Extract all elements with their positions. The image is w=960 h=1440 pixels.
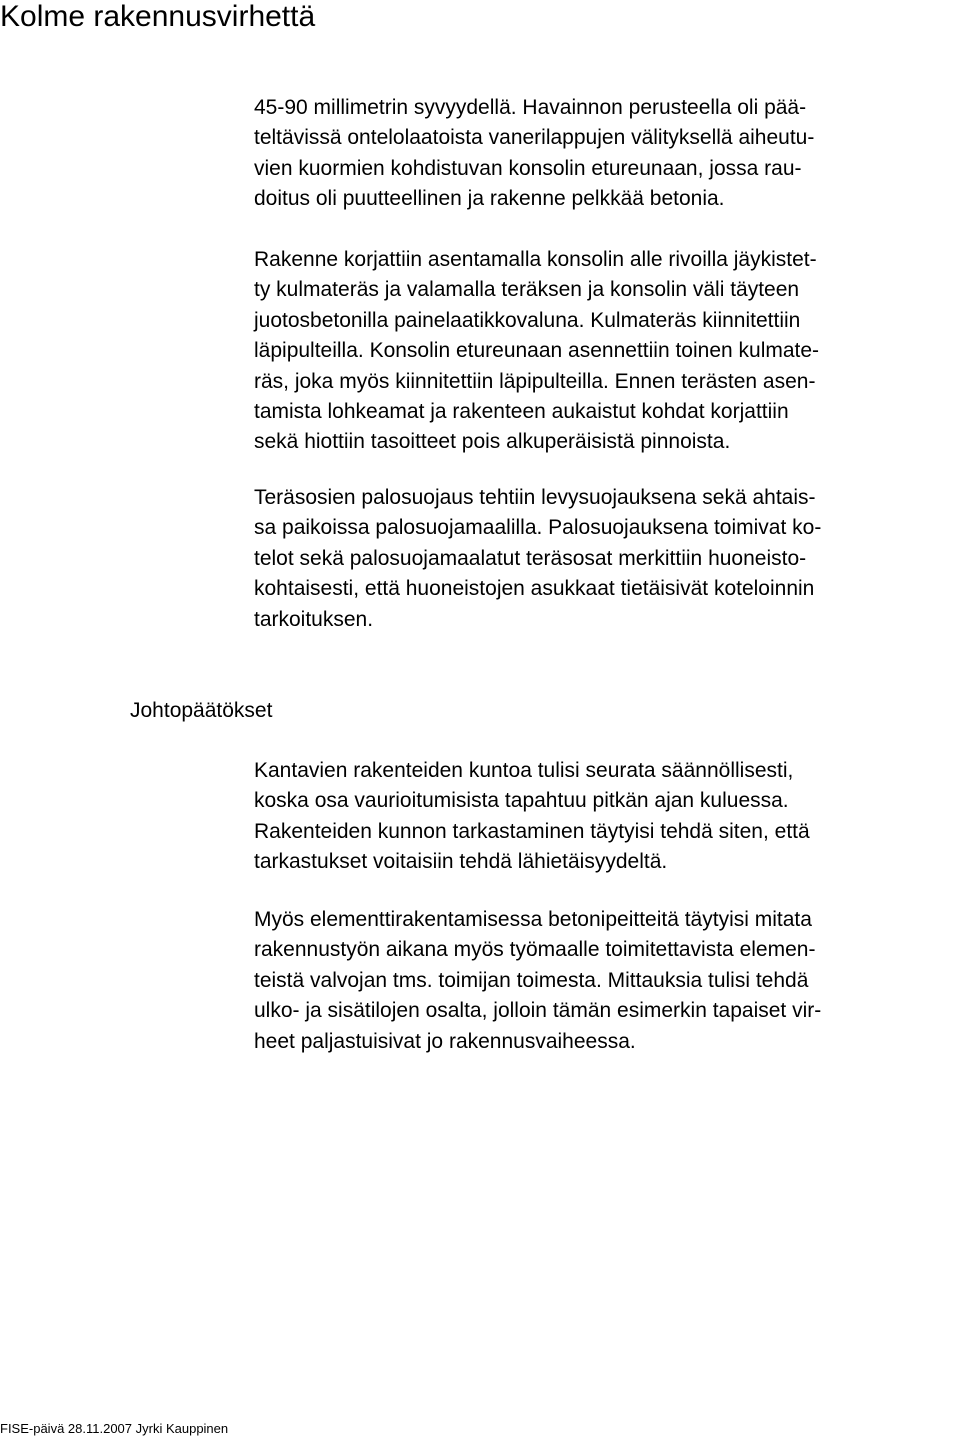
text-line: doitus oli puutteellinen ja rakenne pelkkää betonia.: [254, 187, 725, 211]
text-line: teistä valvojan tms. toimijan toimesta. Mittauksia tulisi tehdä: [254, 968, 809, 992]
text-line: tarkoituksen.: [254, 607, 374, 631]
text-line: teltävissä ontelolaatoista vanerilappujen välityksellä aiheutu-: [254, 126, 815, 150]
text-line: juotosbetonilla painelaatikkovaluna. Kulmateräs kiinnitettiin: [254, 308, 801, 332]
paragraph-conclusion-measurement: [254, 905, 821, 1057]
paragraph-conclusion-monitoring: [254, 756, 810, 878]
text-line: kohtaisesti, että huoneistojen asukkaat tietäisivät koteloinnin: [254, 577, 815, 601]
conclusions-heading: Johtopäätökset: [130, 699, 273, 722]
paragraph-repair: [254, 245, 819, 458]
text-line: sa paikoissa palosuojamaalilla. Palosuojauksena toimivat ko-: [254, 516, 822, 540]
text-line: telot sekä palosuojamaalatut teräsosat merkittiin huoneisto-: [254, 546, 807, 570]
text-line: läpipulteilla. Konsolin etureunaan asennettiin toinen kulmate-: [254, 339, 820, 363]
text-line: räs, joka myös kiinnitettiin läpipulteilla. Ennen terästen asen-: [254, 369, 816, 393]
text-line: tamista lohkeamat ja rakenteen aukaistut kohdat korjattiin: [254, 400, 789, 424]
text-line: heet paljastuisivat jo rakennusvaiheessa.: [254, 1029, 636, 1053]
text-line: Kantavien rakenteiden kuntoa tulisi seurata säännöllisesti,: [254, 759, 794, 782]
text-line: Teräsosien palosuojaus tehtiin levysuojauksena sekä ahtais-: [254, 486, 816, 509]
text-line: rakennustyön aikana myös työmaalle toimitettavista elemen-: [254, 938, 816, 962]
text-line: Myös elementtirakentamisessa betonipeitteitä täytyisi mitata: [254, 908, 812, 931]
text-line: koska osa vaurioitumisista tapahtuu pitkän ajan kuluessa.: [254, 789, 789, 813]
text-line: Rakenne korjattiin asentamalla konsolin alle rivoilla jäykistet-: [254, 248, 817, 271]
text-line: ulko- ja sisätilojen osalta, jolloin tämän esimerkin tapaiset vir-: [254, 999, 822, 1023]
text-line: tarkastukset voitaisiin tehdä lähietäisyydeltä.: [254, 850, 668, 874]
text-line: sekä hiottiin tasoitteet pois alkuperäisistä pinnoista.: [254, 430, 731, 454]
page-title: Kolme rakennusvirhettä: [0, 0, 316, 33]
text-line: 45-90 millimetrin syvyydellä. Havainnon perusteella oli pää-: [254, 96, 807, 119]
page-footer: FISE-päivä 28.11.2007 Jyrki Kauppinen: [0, 1421, 229, 1436]
text-line: Rakenteiden kunnon tarkastaminen täytyisi tehdä siten, että: [254, 819, 810, 843]
text-line: vien kuormien kohdistuvan konsolin etureunaan, jossa rau-: [254, 156, 802, 180]
text-line: ty kulmateräs ja valamalla teräksen ja konsolin väli täyteen: [254, 278, 800, 302]
paragraph-concrete-finding: [254, 93, 814, 215]
paragraph-fire-protection: [254, 483, 821, 635]
